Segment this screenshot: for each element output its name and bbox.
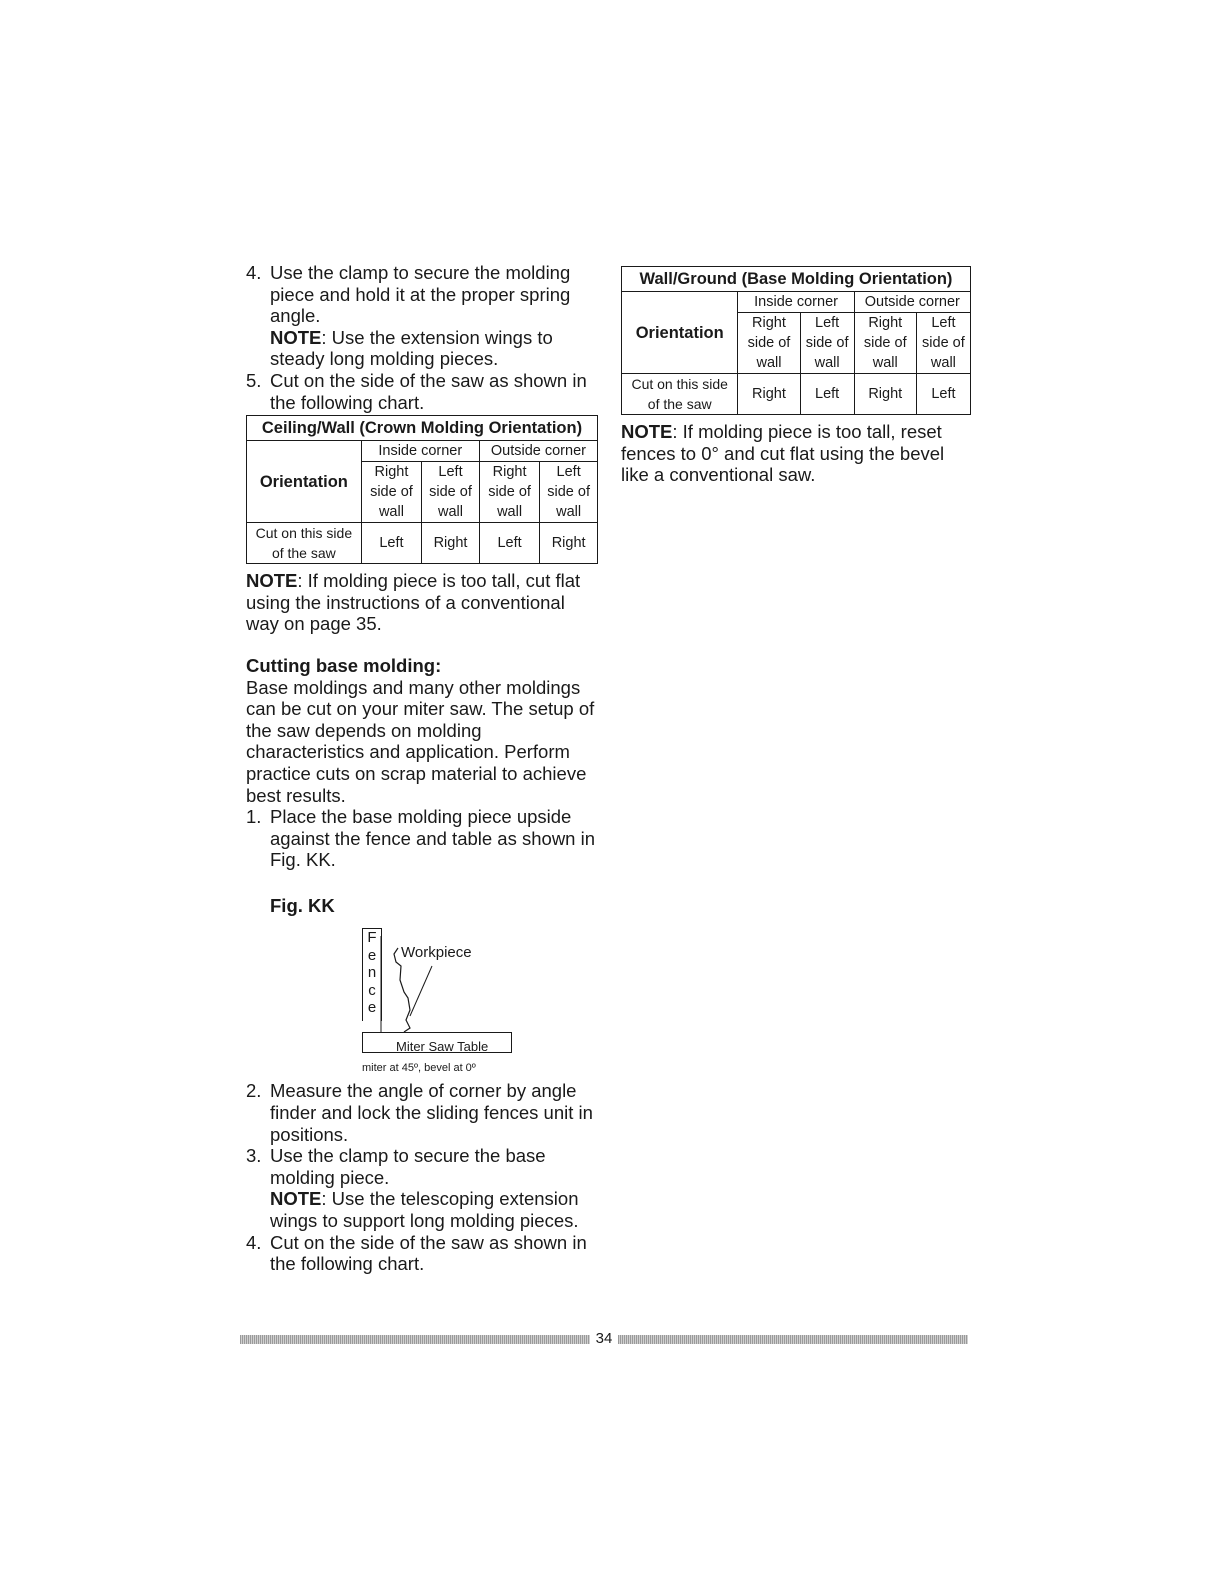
cut-cell: Left [916,374,970,415]
cut-side-header: Cut on this side of the saw [247,523,362,564]
base-step-2 [246,1080,598,1145]
cut-side-header: Cut on this side of the saw [622,374,738,415]
fence-letter: n [367,964,377,982]
orientation-cell: Left side of wall [540,462,598,523]
workpiece-leader-line [410,966,432,1016]
chart-title: Ceiling/Wall (Crown Molding Orientation) [247,416,598,441]
step-number: 2. [246,1080,262,1102]
cut-cell: Left [479,523,539,564]
figure-kk [246,920,586,1080]
base-step-3 [246,1145,598,1231]
left-column [246,262,598,1275]
orientation-cell: Right side of wall [738,313,800,374]
base-step-1 [246,806,598,871]
note-text: : If molding piece is too tall, reset fences to 0° and cut flat using the bevel like a conventional saw. [621,421,945,486]
cut-cell: Left [361,523,421,564]
cut-cell: Right [738,374,800,415]
orientation-cell: Right side of wall [854,313,916,374]
step-number: 4. [246,262,262,283]
step-text: Cut on the side of the saw as shown in the following chart. [270,369,587,413]
base-molding-chart [621,266,971,415]
orientation-header: Orientation [622,292,738,374]
inside-corner-header: Inside corner [738,292,854,313]
crown-molding-chart [246,415,598,564]
orientation-cell: Left side of wall [800,313,854,374]
note-text: : If molding piece is too tall, cut flat using the instructions of a conventional way on page 35. [246,570,581,635]
step-text: Use the clamp to secure the base molding piece. [270,1145,546,1188]
outside-corner-header: Outside corner [479,441,597,462]
figure-caption: miter at 45º, bevel at 0º [362,1062,476,1075]
step-text: Use the clamp to secure the molding piece and hold it at the proper spring angle. [270,262,571,327]
note-text: : Use the telescoping extension wings to support long molding pieces. [270,1188,579,1232]
step-number: 4. [246,1231,262,1253]
table-label: Miter Saw Table [396,1039,489,1055]
right-column [621,264,971,486]
page-number: 34 [595,1330,613,1347]
step-4 [246,262,598,370]
orientation-cell: Left side of wall [916,313,970,374]
orientation-cell: Left side of wall [422,462,480,523]
step-5 [246,370,598,413]
fence-letter: e [367,999,377,1017]
orientation-header: Orientation [247,441,362,523]
crown-note [246,570,598,635]
orientation-cell: Right side of wall [361,462,421,523]
cut-cell: Right [854,374,916,415]
step-number: 1. [246,806,262,828]
cut-cell: Right [422,523,480,564]
fence-letter: e [367,946,377,964]
cut-cell: Right [540,523,598,564]
footer-rule-right [618,1335,968,1344]
orientation-cell: Right side of wall [479,462,539,523]
base-step-4 [246,1232,598,1275]
section-heading: Cutting base molding: [246,654,442,676]
outside-corner-header: Outside corner [854,292,970,313]
chart-title: Wall/Ground (Base Molding Orientation) [622,267,971,292]
base-note [621,421,971,486]
page-footer [240,1332,968,1346]
note-label: NOTE [246,570,298,592]
note-label: NOTE [621,421,673,442]
note-label: NOTE [270,326,322,348]
step-text: Measure the angle of corner by angle finder and lock the sliding fences unit in positions. [270,1080,593,1145]
inside-corner-header: Inside corner [361,441,479,462]
note-label: NOTE [270,1188,322,1210]
cut-cell: Left [800,374,854,415]
step-number: 3. [246,1145,262,1167]
base-intro: Base moldings and many other moldings can be cut on your miter saw. The setup of the saw depends on molding characteristics and application. Perform practice cuts on scrap material to achieve best results. [246,676,595,806]
workpiece-label: Workpiece [401,944,472,962]
step-note [270,327,598,370]
note-text: : Use the extension wings to steady long molding pieces. [270,326,553,370]
figure-title: Fig. KK [270,894,335,916]
step-note [270,1188,598,1231]
step-number: 5. [246,369,262,391]
footer-rule-left [240,1335,590,1344]
step-text: Cut on the side of the saw as shown in the following chart. [270,1231,587,1275]
fence-letter: F [367,929,377,947]
fence-letter: c [368,981,376,999]
step-text: Place the base molding piece upside against the fence and table as shown in Fig. KK. [270,806,596,871]
